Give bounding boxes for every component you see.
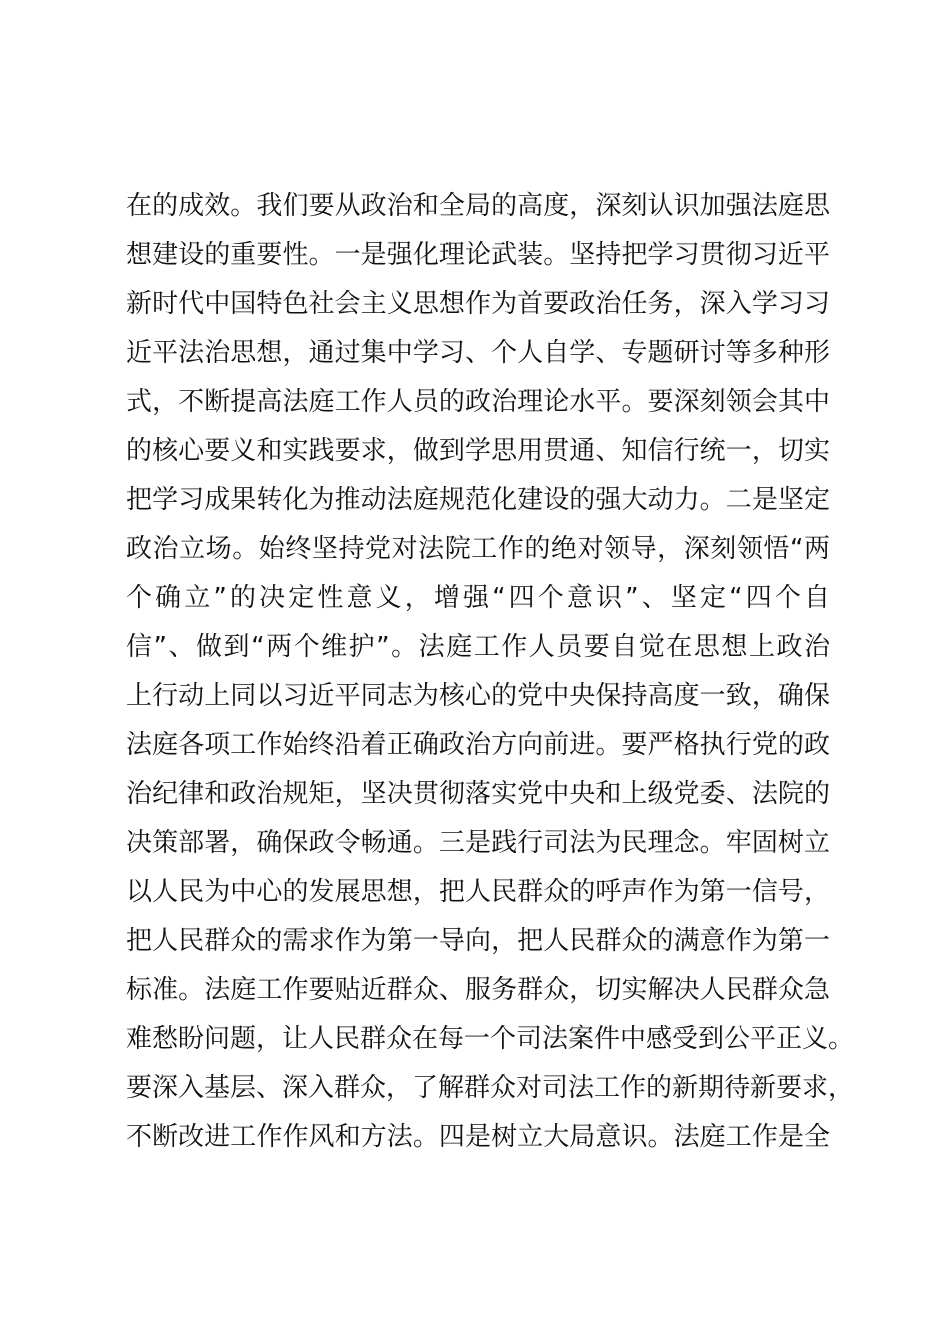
text-line-13: 治纪律和政治规矩，坚决贯彻落实党中央和上级党委、法院的 [126,779,830,809]
text-line-10: 信”、做到“两个维护”。法庭工作人员要自觉在思想上政治 [126,632,830,662]
text-line-19: 要深入基层、深入群众，了解群众对司法工作的新期待新要求， [126,1073,855,1103]
text-line-12: 法庭各项工作始终沿着正确政治方向前进。要严格执行党的政 [126,730,830,760]
text-line-7: 把学习成果转化为推动法庭规范化建设的强大动力。二是坚定 [126,485,830,515]
text-line-17: 标准。法庭工作要贴近群众、服务群众，切实解决人民群众急 [126,975,830,1005]
text-line-1: 在的成效。我们要从政治和全局的高度，深刻认识加强法庭思 [126,191,830,221]
text-line-16: 把人民群众的需求作为第一导向，把人民群众的满意作为第一 [126,926,830,956]
text-line-6: 的核心要义和实践要求，做到学思用贯通、知信行统一，切实 [126,436,830,466]
text-line-20: 不断改进工作作风和方法。四是树立大局意识。法庭工作是全 [126,1122,830,1152]
text-line-4: 近平法治思想，通过集中学习、个人自学、专题研讨等多种形 [126,338,830,368]
text-line-18: 难愁盼问题，让人民群众在每一个司法案件中感受到公平正义。 [126,1024,855,1054]
text-line-15: 以人民为中心的发展思想，把人民群众的呼声作为第一信号， [126,877,830,907]
text-line-5: 式，不断提高法庭工作人员的政治理论水平。要深刻领会其中 [126,387,830,417]
text-line-11: 上行动上同以习近平同志为核心的党中央保持高度一致，确保 [126,681,830,711]
text-line-3: 新时代中国特色社会主义思想作为首要政治任务，深入学习习 [126,289,830,319]
body-paragraph [126,182,855,1162]
text-line-14: 决策部署，确保政令畅通。三是践行司法为民理念。牢固树立 [126,828,830,858]
text-line-8: 政治立场。始终坚持党对法院工作的绝对领导，深刻领悟“两 [126,534,830,564]
text-line-2: 想建设的重要性。一是强化理论武装。坚持把学习贯彻习近平 [126,240,830,270]
text-line-9: 个确立”的决定性意义，增强“四个意识”、坚定“四个自 [126,583,830,613]
